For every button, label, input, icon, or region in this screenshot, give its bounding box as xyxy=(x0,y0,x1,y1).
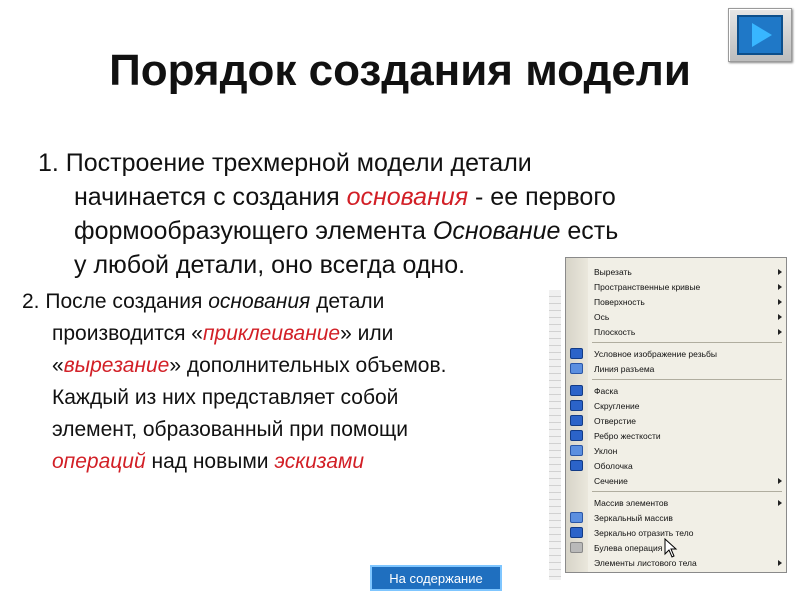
menu-item[interactable] xyxy=(566,495,787,510)
para1-line1: 1. Построение трехмерной модели детали xyxy=(38,149,532,177)
submenu-arrow-icon xyxy=(778,500,782,506)
slide-title: Порядок создания модели xyxy=(109,46,691,95)
para1-text: начинается с создания xyxy=(74,183,347,211)
menu-item-label: Массив элементов xyxy=(594,497,669,508)
draft-icon xyxy=(570,445,583,456)
mirror-body-icon xyxy=(570,527,583,538)
submenu-arrow-icon xyxy=(778,284,782,290)
operations-menu xyxy=(565,257,787,573)
para2-text: » дополнительных объемов. xyxy=(169,354,447,377)
italic-osnovaniya: основания xyxy=(208,290,311,313)
keyword-prikleivanie: приклеивание xyxy=(202,322,341,345)
shell-icon xyxy=(570,460,583,471)
menu-item[interactable] xyxy=(566,443,787,458)
para2-text: » или xyxy=(340,322,394,345)
keyword-vyrezanie: вырезание xyxy=(63,354,170,377)
para1-line2 xyxy=(38,180,778,214)
menu-item[interactable] xyxy=(566,458,787,473)
menu-item-label: Скругление xyxy=(594,400,640,411)
menu-item[interactable] xyxy=(566,473,787,488)
chamfer-icon xyxy=(570,385,583,396)
para2-line6 xyxy=(22,446,552,478)
para1-text: есть xyxy=(560,217,619,245)
menu-item[interactable] xyxy=(566,309,787,324)
fillet-icon xyxy=(570,400,583,411)
menu-separator xyxy=(592,491,782,492)
hole-icon xyxy=(570,415,583,426)
menu-item[interactable] xyxy=(566,428,787,443)
menu-item-label: Вырезать xyxy=(594,266,632,277)
menu-item-label: Булева операция xyxy=(594,542,663,553)
menu-item-label: Пространственные кривые xyxy=(594,281,701,292)
menu-item-label: Поверхность xyxy=(594,296,645,307)
menu-item-label: Элементы листового тела xyxy=(594,557,697,568)
submenu-arrow-icon xyxy=(778,299,782,305)
keyword-operaciy: операций xyxy=(52,450,146,473)
menu-item-label: Фаска xyxy=(594,385,619,396)
keyword-osnovaniya: основания xyxy=(346,183,469,211)
menu-item-label: Условное изображение резьбы xyxy=(594,348,718,359)
para2-text: детали xyxy=(310,290,385,313)
menu-item[interactable] xyxy=(566,346,787,361)
para2-line5: элемент, образованный при помощи xyxy=(52,418,409,441)
paragraph-2 xyxy=(22,286,552,478)
para2-text: 2. После создания xyxy=(22,290,209,313)
menu-item-label: Сечение xyxy=(594,475,628,486)
menu-item[interactable] xyxy=(566,361,787,376)
submenu-arrow-icon xyxy=(778,478,782,484)
para2-line4: Каждый из них представляет собой xyxy=(52,386,399,409)
para2-line1 xyxy=(22,290,384,313)
menu-item[interactable] xyxy=(566,294,787,309)
para1-line4: у любой детали, оно всегда одно. xyxy=(74,251,466,279)
submenu-arrow-icon xyxy=(778,314,782,320)
menu-separator xyxy=(592,342,782,343)
italic-osnovanie: Основание xyxy=(432,217,561,245)
submenu-arrow-icon xyxy=(778,560,782,566)
menu-item-label: Зеркальный массив xyxy=(594,512,673,523)
rib-icon xyxy=(570,430,583,441)
menu-item[interactable] xyxy=(566,324,787,339)
para2-text: над новыми xyxy=(145,450,275,473)
menu-item[interactable] xyxy=(566,383,787,398)
para1-text: формообразующего элемента xyxy=(74,217,433,245)
submenu-arrow-icon xyxy=(778,269,782,275)
menu-item-label: Уклон xyxy=(594,445,618,456)
para2-line3 xyxy=(22,350,552,382)
split-line-icon xyxy=(570,363,583,374)
menu-item[interactable] xyxy=(566,413,787,428)
menu-item-label: Ребро жесткости xyxy=(594,430,661,441)
para2-text: « xyxy=(52,354,64,377)
mirror-array-icon xyxy=(570,512,583,523)
toolbar-strip xyxy=(549,290,561,580)
menu-item[interactable] xyxy=(566,510,787,525)
menu-item-label: Отверстие xyxy=(594,415,636,426)
boolean-icon xyxy=(570,542,583,553)
table-of-contents-button[interactable]: На содержание xyxy=(370,565,502,591)
menu-item[interactable] xyxy=(566,398,787,413)
para1-text: - ее первого xyxy=(468,183,616,211)
para2-text: производится « xyxy=(52,322,203,345)
menu-item-label: Линия разъема xyxy=(594,363,655,374)
play-arrow-icon xyxy=(737,15,783,55)
menu-item[interactable] xyxy=(566,264,787,279)
menu-item-label: Оболочка xyxy=(594,460,633,471)
menu-separator xyxy=(592,379,782,380)
para2-line2 xyxy=(22,318,552,350)
keyword-eskizami: эскизами xyxy=(274,450,365,473)
para1-line3 xyxy=(38,214,778,248)
menu-item-label: Зеркально отразить тело xyxy=(594,527,694,538)
next-slide-button[interactable] xyxy=(728,8,792,62)
menu-item-label: Плоскость xyxy=(594,326,636,337)
submenu-arrow-icon xyxy=(778,329,782,335)
menu-item[interactable] xyxy=(566,279,787,294)
menu-item-label: Ось xyxy=(594,311,610,322)
mouse-cursor-icon xyxy=(664,538,678,558)
thread-icon xyxy=(570,348,583,359)
